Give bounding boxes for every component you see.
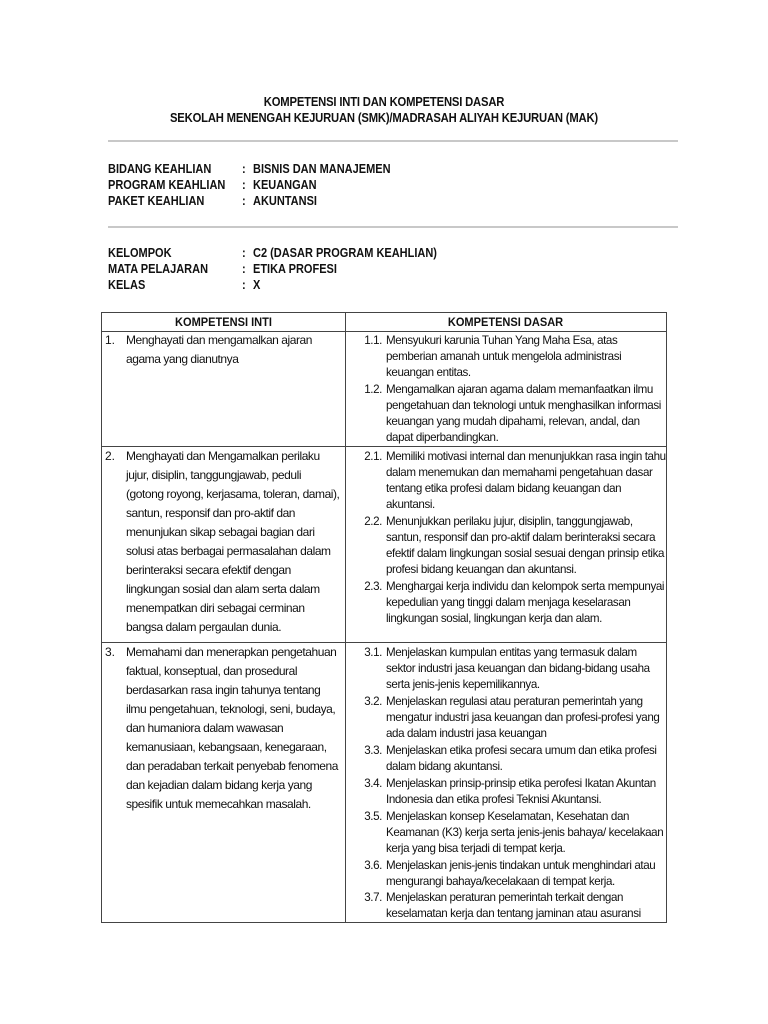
subject-row bbox=[108, 245, 668, 261]
identity-block bbox=[108, 161, 668, 209]
kd-text: Menjelaskan peraturan pemerintah terkait dengan keselamatan kerja dan tentang jaminan atau asuransi bbox=[386, 891, 641, 920]
field-label: KELOMPOK bbox=[108, 246, 172, 260]
field-value: C2 (DASAR PROGRAM KEAHLIAN) bbox=[253, 246, 437, 260]
header-kompetensi-inti: KOMPETENSI INTI bbox=[175, 315, 272, 329]
kd-text: Menjelaskan regulasi atau peraturan pemerintah yang mengatur industri jasa keuangan dan profesi-profesi yang ada dalam industri jasa keuangan bbox=[386, 695, 660, 740]
ki-number: 3. bbox=[105, 645, 116, 659]
header-kompetensi-dasar: KOMPETENSI DASAR bbox=[447, 315, 564, 329]
field-separator: : bbox=[242, 178, 246, 192]
kd-text: Memiliki motivasi internal dan menunjukkan rasa ingin tahu dalam menemukan dan memahami pengetahuan dasar tentang etika profesi dalam bidang keuangan dan akuntansi. bbox=[386, 450, 666, 511]
kd-number: 1.2. bbox=[364, 383, 382, 396]
kd-text: Menjelaskan kumpulan entitas yang termasuk dalam sektor industri jasa keuangan dan bidang-bidang usaha serta jenis-jenis kepemilikannya. bbox=[386, 646, 650, 691]
kd-number: 3.1. bbox=[364, 646, 382, 659]
competency-table bbox=[101, 312, 667, 923]
field-separator: : bbox=[242, 162, 246, 176]
document-title: KOMPETENSI INTI DAN KOMPETENSI DASAR bbox=[263, 95, 505, 109]
identity-row bbox=[108, 177, 668, 193]
field-separator: : bbox=[242, 194, 246, 208]
subject-block bbox=[108, 245, 668, 293]
kd-text: Menjelaskan konsep Keselamatan, Kesehatan dan Keamanan (K3) kerja serta jenis-jenis bahaya/ kecelakaan kerja yang bisa terjadi di tempat kerja. bbox=[386, 810, 664, 855]
subject-row bbox=[108, 277, 668, 293]
kd-text: Menjelaskan etika profesi secara umum dan etika profesi dalam bidang akuntansi. bbox=[386, 744, 657, 773]
field-value: BISNIS DAN MANAJEMEN bbox=[253, 162, 391, 176]
identity-row bbox=[108, 193, 668, 209]
kd-text: Menghargai kerja individu dan kelompok serta mempunyai kepedulian yang tinggi dalam menjaga keselarasan lingkungan sosial, lingkungan kerja dan alam. bbox=[386, 580, 665, 625]
kd-number: 3.4. bbox=[364, 777, 382, 790]
identity-row bbox=[108, 161, 668, 177]
kd-number: 3.2. bbox=[364, 695, 382, 708]
ki-text: Memahami dan menerapkan pengetahuan faktual, konseptual, dan prosedural berdasarkan rasa ingin tahunya tentang ilmu pengetahuan, teknologi, seni, budaya, dan humaniora dalam wawasan kemanusiaan, kebangsaan, kenegaraan, dan peradaban terkait penyebab fenomena dan kejadian dalam bidang kerja yang spesifik untuk memecahkan masalah. bbox=[126, 645, 338, 811]
kd-number: 3.7. bbox=[364, 891, 382, 904]
kd-text: Mengamalkan ajaran agama dalam memanfaatkan ilmu pengetahuan dan teknologi untuk menghasilkan informasi keuangan yang mudah dipahami, relevan, andal, dan dapat diperbandingkan. bbox=[386, 383, 661, 444]
kd-text: Menjelaskan prinsip-prinsip etika perofesi Ikatan Akuntan Indonesia dan etika profesi Teknisi Akuntansi. bbox=[386, 777, 656, 806]
divider bbox=[108, 140, 678, 142]
kd-number: 3.5. bbox=[364, 810, 382, 823]
field-label: PAKET KEAHLIAN bbox=[108, 194, 205, 208]
kd-text: Mensyukuri karunia Tuhan Yang Maha Esa, atas pemberian amanah untuk mengelola administrasi keuangan entitas. bbox=[386, 334, 622, 379]
subject-row bbox=[108, 261, 668, 277]
document-subtitle: SEKOLAH MENENGAH KEJURUAN (SMK)/MADRASAH ALIYAH KEJURUAN (MAK) bbox=[169, 111, 599, 125]
field-separator: : bbox=[242, 278, 246, 292]
kd-number: 2.2. bbox=[364, 515, 382, 528]
kd-number: 2.1. bbox=[364, 450, 382, 463]
kd-number: 2.3. bbox=[364, 580, 382, 593]
kd-text: Menunjukkan perilaku jujur, disiplin, tanggungjawab, santun, responsif dan pro-aktif dalam berinteraksi secara efektif dalam lingkungan sosial sesuai dengan prinsip etika profesi bidang keuangan dan akuntansi. bbox=[386, 515, 665, 576]
kd-text: Menjelaskan jenis-jenis tindakan untuk menghindari atau mengurangi bahaya/kecelakaan di tempat kerja. bbox=[386, 859, 656, 888]
field-label: KELAS bbox=[108, 278, 146, 292]
field-value: KEUANGAN bbox=[253, 178, 317, 192]
field-value: X bbox=[253, 278, 261, 292]
divider bbox=[108, 226, 678, 228]
field-separator: : bbox=[242, 246, 246, 260]
ki-number: 1. bbox=[105, 333, 116, 347]
kd-number: 3.6. bbox=[364, 859, 382, 872]
field-label: PROGRAM KEAHLIAN bbox=[108, 178, 226, 192]
field-label: MATA PELAJARAN bbox=[108, 262, 209, 276]
ki-text: Menghayati dan Mengamalkan perilaku jujur, disiplin, tanggungjawab, peduli (gotong royong, kerjasama, toleran, damai), santun, responsif dan pro-aktif dan menunjukan sikap sebagai bagian dari solusi atas berbagai permasalahan dalam berinteraksi secara efektif dengan lingkungan sosial dan alam serta dalam menempatkan diri sebagai cerminan bangsa dalam pergaulan dunia. bbox=[126, 449, 340, 634]
field-value: ETIKA PROFESI bbox=[253, 262, 337, 276]
kd-number: 1.1. bbox=[364, 334, 382, 347]
field-separator: : bbox=[242, 262, 246, 276]
ki-text: Menghayati dan mengamalkan ajaran agama yang dianutnya bbox=[126, 333, 312, 366]
ki-number: 2. bbox=[105, 449, 116, 463]
column-divider bbox=[345, 313, 346, 922]
field-value: AKUNTANSI bbox=[253, 194, 317, 208]
kd-number: 3.3. bbox=[364, 744, 382, 757]
field-label: BIDANG KEAHLIAN bbox=[108, 162, 212, 176]
